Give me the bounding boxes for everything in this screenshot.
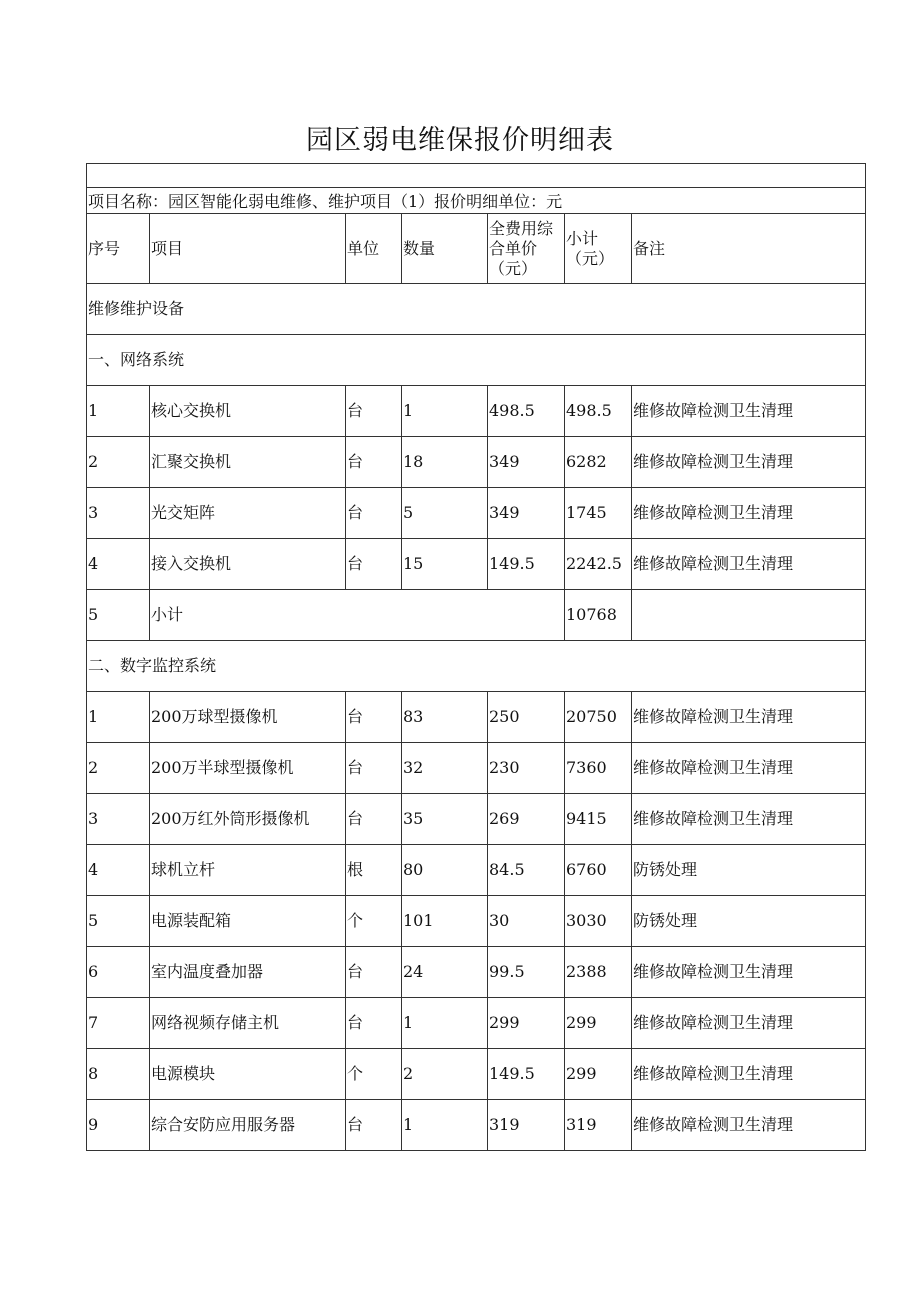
cell-price: 84.5 xyxy=(488,845,565,896)
cell-qty: 5 xyxy=(402,488,488,539)
cell-subtotal: 319 xyxy=(565,1100,632,1151)
cell-unit: 台 xyxy=(346,488,402,539)
cell-qty: 24 xyxy=(402,947,488,998)
cell-subtotal: 498.5 xyxy=(565,386,632,437)
table-row xyxy=(87,998,866,1049)
cell-qty: 1 xyxy=(402,1100,488,1151)
cell-seq: 2 xyxy=(87,437,150,488)
cell-qty: 18 xyxy=(402,437,488,488)
table-row xyxy=(87,1100,866,1151)
cell-subtotal: 299 xyxy=(565,998,632,1049)
table-row xyxy=(87,437,866,488)
cell-remark: 维修故障检测卫生清理 xyxy=(632,488,866,539)
quote-table xyxy=(86,163,866,1151)
cell-price: 149.5 xyxy=(488,1049,565,1100)
cell-seq: 8 xyxy=(87,1049,150,1100)
cell-item: 综合安防应用服务器 xyxy=(150,1100,346,1151)
cell-subtotal: 3030 xyxy=(565,896,632,947)
cell-qty: 15 xyxy=(402,539,488,590)
cell-seq: 3 xyxy=(87,794,150,845)
cell-unit: 台 xyxy=(346,947,402,998)
cell-item: 球机立杆 xyxy=(150,845,346,896)
cell-remark: 维修故障检测卫生清理 xyxy=(632,794,866,845)
cell-unit: 台 xyxy=(346,743,402,794)
cell-unit: 台 xyxy=(346,794,402,845)
subtotal-value: 10768 xyxy=(565,590,632,641)
cell-qty: 1 xyxy=(402,998,488,1049)
cell-remark: 防锈处理 xyxy=(632,845,866,896)
table-row xyxy=(87,845,866,896)
cell-price: 349 xyxy=(488,437,565,488)
category-row xyxy=(87,284,866,335)
subtotal-label: 小计 xyxy=(150,590,565,641)
cell-price: 319 xyxy=(488,1100,565,1151)
blank-cell xyxy=(87,164,866,188)
cell-item: 光交矩阵 xyxy=(150,488,346,539)
cell-remark: 维修故障检测卫生清理 xyxy=(632,998,866,1049)
cell-remark: 维修故障检测卫生清理 xyxy=(632,692,866,743)
header-item: 项目 xyxy=(150,214,346,284)
cell-price: 269 xyxy=(488,794,565,845)
cell-seq: 4 xyxy=(87,539,150,590)
cell-unit: 台 xyxy=(346,386,402,437)
cell-item: 电源装配箱 xyxy=(150,896,346,947)
cell-price: 299 xyxy=(488,998,565,1049)
table-row xyxy=(87,794,866,845)
table-row xyxy=(87,386,866,437)
cell-unit: 根 xyxy=(346,845,402,896)
cell-item: 接入交换机 xyxy=(150,539,346,590)
cell-qty: 2 xyxy=(402,1049,488,1100)
category-label: 维修维护设备 xyxy=(87,284,866,335)
cell-item: 核心交换机 xyxy=(150,386,346,437)
cell-remark: 维修故障检测卫生清理 xyxy=(632,539,866,590)
cell-seq: 4 xyxy=(87,845,150,896)
table-row xyxy=(87,1049,866,1100)
table-row xyxy=(87,488,866,539)
cell-qty: 32 xyxy=(402,743,488,794)
cell-unit: 个 xyxy=(346,1049,402,1100)
cell-subtotal: 6282 xyxy=(565,437,632,488)
table-row xyxy=(87,539,866,590)
cell-subtotal: 7360 xyxy=(565,743,632,794)
document-title: 园区弱电维保报价明细表 xyxy=(306,125,614,156)
section-title: 二、数字监控系统 xyxy=(87,641,866,692)
cell-remark: 维修故障检测卫生清理 xyxy=(632,947,866,998)
header-unit: 单位 xyxy=(346,214,402,284)
project-line: 项目名称：园区智能化弱电维修、维护项目（1）报价明细单位：元 xyxy=(87,188,866,214)
header-row xyxy=(87,214,866,284)
cell-seq: 3 xyxy=(87,488,150,539)
cell-remark: 维修故障检测卫生清理 xyxy=(632,1049,866,1100)
header-qty: 数量 xyxy=(402,214,488,284)
cell-subtotal: 2242.5 xyxy=(565,539,632,590)
cell-seq: 1 xyxy=(87,692,150,743)
cell-seq: 2 xyxy=(87,743,150,794)
cell-price: 498.5 xyxy=(488,386,565,437)
cell-seq: 5 xyxy=(87,590,150,641)
cell-item: 电源模块 xyxy=(150,1049,346,1100)
cell-unit: 台 xyxy=(346,1100,402,1151)
cell-unit: 个 xyxy=(346,896,402,947)
cell-qty: 80 xyxy=(402,845,488,896)
section-row xyxy=(87,335,866,386)
cell-remark: 防锈处理 xyxy=(632,896,866,947)
cell-seq: 5 xyxy=(87,896,150,947)
cell-subtotal: 1745 xyxy=(565,488,632,539)
section-title: 一、网络系统 xyxy=(87,335,866,386)
cell-item: 200万球型摄像机 xyxy=(150,692,346,743)
cell-price: 349 xyxy=(488,488,565,539)
table-row xyxy=(87,896,866,947)
section-row xyxy=(87,641,866,692)
cell-subtotal: 9415 xyxy=(565,794,632,845)
header-seq: 序号 xyxy=(87,214,150,284)
cell-unit: 台 xyxy=(346,437,402,488)
cell-item: 200万半球型摄像机 xyxy=(150,743,346,794)
cell-seq: 7 xyxy=(87,998,150,1049)
table-row xyxy=(87,743,866,794)
cell-remark: 维修故障检测卫生清理 xyxy=(632,437,866,488)
cell-qty: 83 xyxy=(402,692,488,743)
table-row xyxy=(87,947,866,998)
header-subtotal: 小计（元） xyxy=(565,214,632,284)
header-price: 全费用综合单价（元） xyxy=(488,214,565,284)
table-body xyxy=(87,335,866,1151)
cell-seq: 1 xyxy=(87,386,150,437)
cell-item: 网络视频存储主机 xyxy=(150,998,346,1049)
cell-price: 230 xyxy=(488,743,565,794)
cell-price: 99.5 xyxy=(488,947,565,998)
cell-subtotal: 6760 xyxy=(565,845,632,896)
subtotal-row xyxy=(87,590,866,641)
cell-subtotal: 2388 xyxy=(565,947,632,998)
cell-seq: 9 xyxy=(87,1100,150,1151)
cell-qty: 1 xyxy=(402,386,488,437)
cell-item: 汇聚交换机 xyxy=(150,437,346,488)
table-row xyxy=(87,692,866,743)
cell-price: 149.5 xyxy=(488,539,565,590)
cell-unit: 台 xyxy=(346,998,402,1049)
cell-price: 250 xyxy=(488,692,565,743)
cell-unit: 台 xyxy=(346,692,402,743)
cell-item: 室内温度叠加器 xyxy=(150,947,346,998)
cell-subtotal: 20750 xyxy=(565,692,632,743)
header-remark: 备注 xyxy=(632,214,866,284)
blank-row xyxy=(87,164,866,188)
cell-qty: 35 xyxy=(402,794,488,845)
cell-price: 30 xyxy=(488,896,565,947)
cell-unit: 台 xyxy=(346,539,402,590)
cell-subtotal: 299 xyxy=(565,1049,632,1100)
cell-remark: 维修故障检测卫生清理 xyxy=(632,743,866,794)
cell-qty: 101 xyxy=(402,896,488,947)
cell-item: 200万红外筒形摄像机 xyxy=(150,794,346,845)
cell-remark xyxy=(632,590,866,641)
cell-remark: 维修故障检测卫生清理 xyxy=(632,1100,866,1151)
cell-remark: 维修故障检测卫生清理 xyxy=(632,386,866,437)
cell-seq: 6 xyxy=(87,947,150,998)
project-row xyxy=(87,188,866,214)
